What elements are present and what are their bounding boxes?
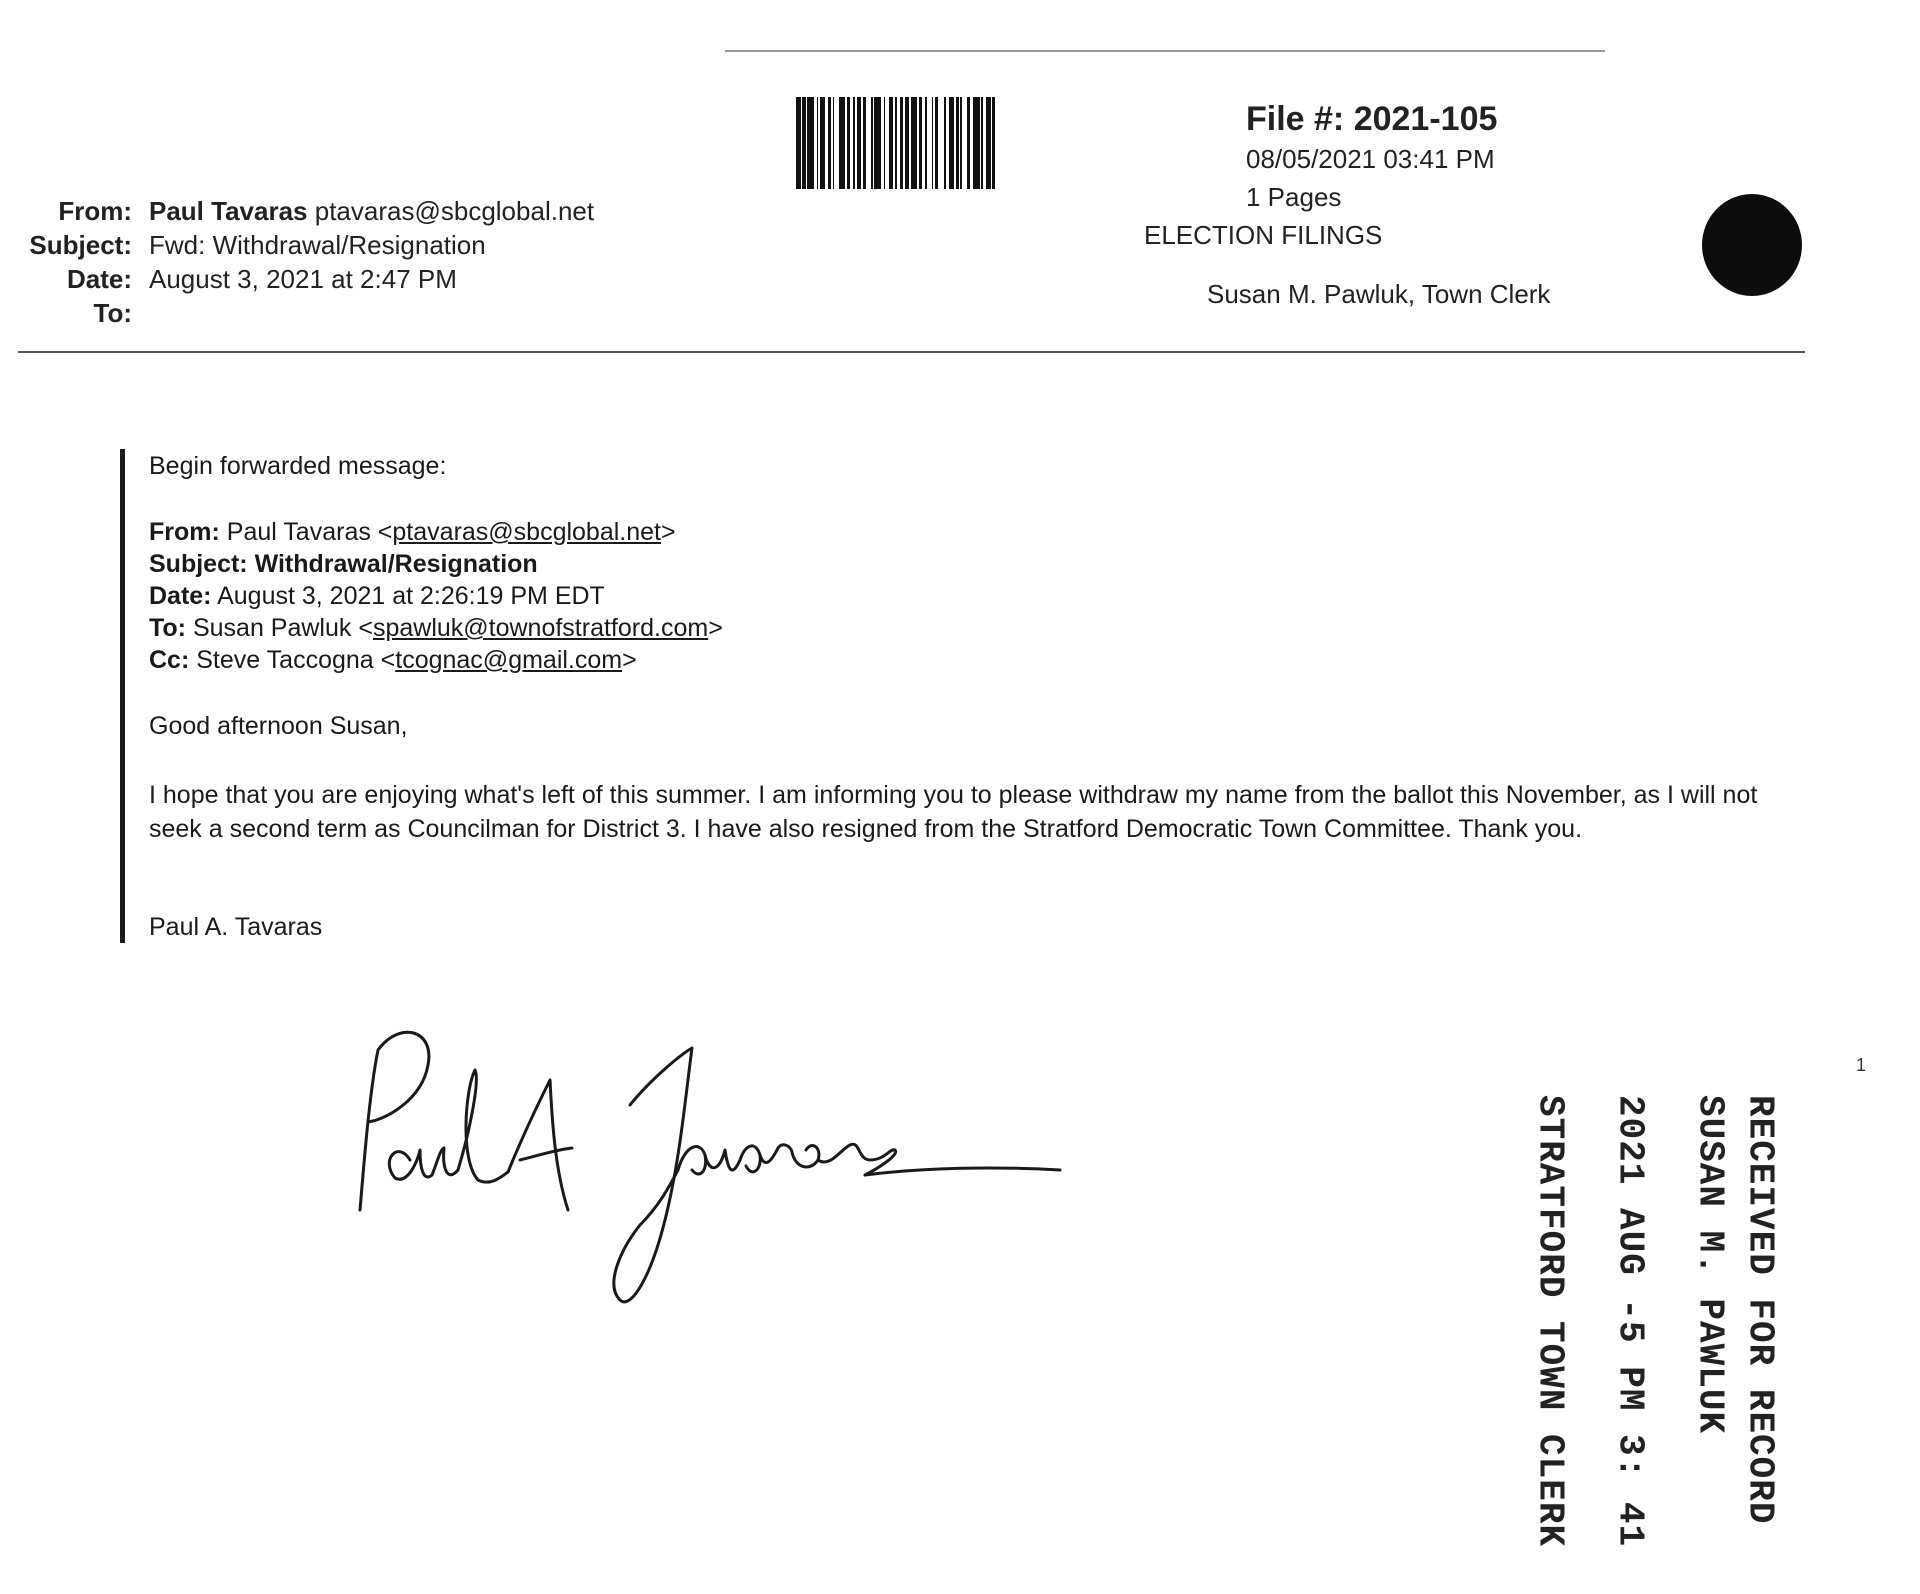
file-number: File #: 2021-105: [1246, 100, 1498, 138]
barcode-bar: [995, 97, 997, 189]
header-date-row: [0, 262, 457, 296]
message-body: I hope that you are enjoying what's left of this summer. I am informing you to please withdraw my name from the ballot this November, as I will not seek a second term as Councilman for District 3. I have also resigned from the Stratford Democratic Town Committee. Thank you.: [149, 781, 1758, 843]
fwd-cc-email-link[interactable]: tcognac@gmail.com: [395, 646, 623, 674]
town-clerk-name: Susan M. Pawluk, Town Clerk: [1207, 279, 1551, 309]
received-stamp: [1515, 1095, 1795, 1548]
fwd-from-label: From:: [149, 518, 220, 546]
header-subject-row: [0, 228, 486, 262]
fwd-subject-value: Withdrawal/Resignation: [254, 550, 538, 578]
from-name: Paul Tavaras: [149, 196, 308, 226]
fwd-from-name: Paul Tavaras: [226, 518, 371, 546]
stamp-line-clerk-name: SUSAN M. PAWLUK: [1689, 1095, 1731, 1435]
fwd-to-label: To:: [149, 614, 187, 642]
fwd-date-row: [149, 580, 723, 612]
fwd-to-email-link[interactable]: spawluk@townofstratford.com: [372, 614, 709, 642]
stamp-line-datetime: 2021 AUG -5 PM 3: 41: [1609, 1095, 1651, 1548]
fwd-from-email-link[interactable]: ptavaras@sbcglobal.net: [392, 518, 661, 546]
seal-mark: [1702, 194, 1802, 296]
date-value: August 3, 2021 at 2:47 PM: [149, 264, 457, 294]
header-from-row: [0, 194, 594, 228]
filed-datetime: 08/05/2021 03:41 PM: [1246, 144, 1495, 174]
to-label: To:: [93, 298, 132, 328]
forward-intro: Begin forwarded message:: [149, 452, 447, 480]
quote-bar: [120, 449, 125, 943]
sign-off-name: Paul A. Tavaras: [149, 913, 323, 941]
scan-edge-line: [725, 50, 1605, 52]
fwd-to-name: Susan Pawluk: [192, 614, 352, 642]
fwd-cc-row: Cc: Steve Taccogna <tcognac@gmail.com>: [149, 646, 637, 674]
fwd-date-label: Date:: [149, 582, 212, 610]
from-email: ptavaras@sbcglobal.net: [314, 196, 595, 226]
header-to-row: [0, 296, 132, 330]
greeting: Good afternoon Susan,: [149, 712, 408, 740]
header-divider: [18, 351, 1805, 353]
date-label: Date:: [66, 264, 132, 294]
fwd-from-row: From: Paul Tavaras <ptavaras@sbcglobal.net>: [149, 518, 676, 546]
stamp-line-town-clerk: STRATFORD TOWN CLERK: [1529, 1095, 1571, 1548]
filing-category: ELECTION FILINGS: [1144, 220, 1383, 250]
subject-label: Subject:: [29, 230, 132, 260]
fwd-subject-label: Subject:: [149, 550, 248, 578]
fwd-subject-row: [149, 548, 723, 580]
fwd-date-value: August 3, 2021 at 2:26:19 PM EDT: [217, 582, 605, 610]
forwarded-headers: [149, 516, 723, 676]
fwd-cc-name: Steve Taccogna: [196, 646, 374, 674]
page-count: 1 Pages: [1246, 182, 1342, 212]
stray-mark: 1: [1856, 1055, 1867, 1075]
handwritten-signature: [340, 1010, 1080, 1340]
subject-value: Fwd: Withdrawal/Resignation: [149, 230, 486, 260]
fwd-to-row: To: Susan Pawluk <spawluk@townofstratford.com>: [149, 614, 723, 642]
from-label: From:: [58, 196, 132, 226]
fwd-cc-label: Cc:: [149, 646, 190, 674]
barcode: [796, 97, 1221, 189]
stamp-line-received: RECEIVED FOR RECORD: [1739, 1095, 1781, 1525]
